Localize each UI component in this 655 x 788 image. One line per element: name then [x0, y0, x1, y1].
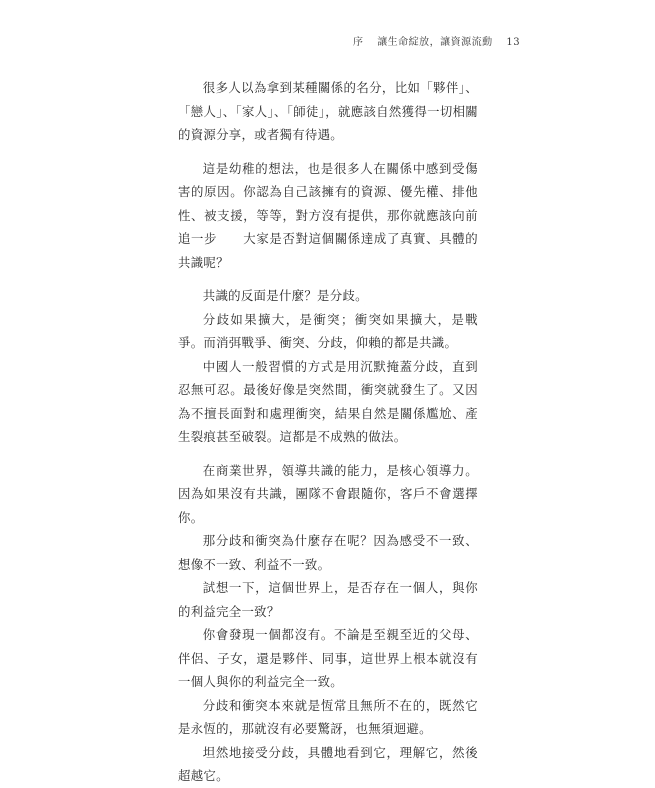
paragraph: 你會發現一個都沒有。不論是至親至近的父母、伴侶、子女，還是夥伴、同事，這世界上根本就沒有一個人與你的利益完全一致。	[178, 627, 478, 689]
paragraph: 中國人一般習慣的方式是用沉默掩蓋分歧，直到忍無可忍。最後好像是突然間，衝突就發生了。又因為不擅長面對和處理衝突，結果自然是關係尷尬、產生裂痕甚至破裂。這都是不成熟的做法。	[178, 358, 478, 444]
paragraph: 分歧如果擴大，是衝突；衝突如果擴大，是戰爭。而消弭戰爭、衝突、分歧，仰賴的都是共識。	[178, 311, 478, 350]
section-label: 序	[353, 37, 364, 48]
body-text	[178, 76, 478, 788]
paragraph: 坦然地接受分歧，具體地看到它，理解它，然後超越它。	[178, 744, 478, 783]
paragraph: 這是幼稚的想法，也是很多人在關係中感到受傷害的原因。你認為自己該擁有的資源、優先權、排他性、被支援，等等，對方沒有提供，那你就應該向前追一步 大家是否對這個關係達成了真實、具體的共識呢？	[178, 160, 478, 270]
running-header	[353, 33, 623, 48]
chapter-title: 讓生命綻放，讓資源流動	[377, 37, 493, 48]
paragraph: 很多人以為拿到某種關係的名分，比如「夥伴」、「戀人」、「家人」、「師徒」，就應該自然獲得一切相關的資源分享，或者獨有待遇。	[178, 80, 478, 142]
paragraph: 試想一下，這個世界上，是否存在一個人，與你的利益完全一致？	[178, 580, 478, 619]
page-number: 13	[506, 37, 521, 48]
paragraph: 在商業世界，領導共識的能力，是核心領導力。因為如果沒有共識，團隊不會跟隨你，客戶不會選擇你。	[178, 462, 478, 525]
paragraph: 那分歧和衝突為什麼存在呢？因為感受不一致、想像不一致、利益不一致。	[178, 533, 478, 572]
paragraph: 共識的反面是什麼？是分歧。	[202, 288, 368, 303]
paragraph: 分歧和衝突本來就是恆常且無所不在的，既然它是永恆的，那就沒有必要驚訝，也無須迴避。	[178, 697, 478, 736]
